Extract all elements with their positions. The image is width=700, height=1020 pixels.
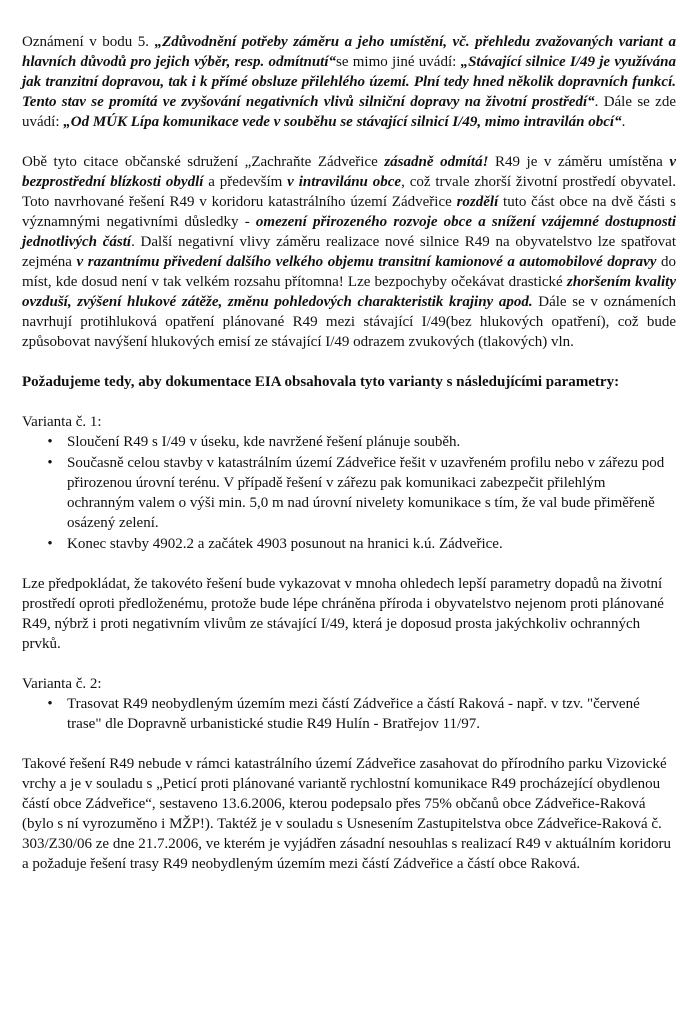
- list-item-text: Současně celou stavby v katastrálním území Zádveřice řešit v uzavřeném profilu nebo v zářezu pod přirozenou úrovní terénu. V případě řešení v zářezu pak komunikaci zabezpečit přilehlým ochranným valem o výši min. 5,0 m nad úrovní nivelety komunikace s tím, že val bude přiměřeně osázený zelení.: [67, 455, 665, 531]
- emphasis: v intravilánu obce: [287, 174, 402, 190]
- paragraph-rejection: [22, 152, 676, 352]
- text-span: se mimo jiné uvádí:: [336, 54, 461, 70]
- text-span: . Dále se zde uvádí:: [22, 94, 676, 130]
- list-item: [22, 694, 676, 734]
- text-span: . Další negativní vlivy záměru realizace nové silnice R49 na obyvatelstvo lze spatřovat zejména: [22, 234, 676, 270]
- variant-2-list: [22, 694, 676, 734]
- bullet-icon: •: [47, 434, 53, 450]
- bullet-icon: •: [47, 455, 53, 471]
- variant-2-title: Varianta č. 2:: [22, 676, 102, 692]
- text-span: a především: [203, 174, 288, 190]
- list-item-text: Trasovat R49 neobydleným územím mezi částí Zádveřice a částí Raková - např. v tzv. "červené trase" dle Dopravně urbanistické studie R49 Hulín - Bratřejov 11/97.: [67, 696, 640, 732]
- list-item: [22, 534, 676, 554]
- variant-1-list: [22, 432, 676, 554]
- list-item: [22, 453, 676, 533]
- emphasis: v razantnímu přivedení dalšího velkého objemu transitní kamionové a automobilové dopravy: [76, 254, 657, 270]
- paragraph-intro: [22, 32, 676, 132]
- text-span: do míst, kde dosud není v tak velkém rozsahu přítomna! Lze bezpochyby očekávat drastické: [22, 254, 677, 290]
- text-span: tuto část obce na dvě části s významnými negativními důsledky -: [22, 194, 676, 230]
- emphasis: zásadně odmítá!: [384, 154, 489, 170]
- text-span: , což trvale zhorší životní prostředí obyvatel. Toto navrhované řešení R49 v koridoru katastrálního území Zádveřice: [22, 174, 677, 210]
- text-span: Obě tyto citace občanské sdružení „Zachraňte Zádveřice: [22, 154, 385, 170]
- variant-1-title: Varianta č. 1:: [22, 414, 102, 430]
- list-item-text: Sloučení R49 s I/49 v úseku, kde navržené řešení plánuje souběh.: [67, 434, 461, 450]
- text-span: R49 je v záměru umístěna: [488, 154, 670, 170]
- text-span: Dále se v oznámeních navrhují protihluková opatření plánované R49 mezi stávající I/49(bez hlukových opatření), což bude způsobovat navýšení hlukových emisí ze stávající I/49 odrazem zvukových (tlakových) vln.: [22, 294, 677, 350]
- quote-text: „Od MÚK Lípa komunikace vede v souběhu se stávající silnicí I/49, mimo intravilán obcí“: [63, 114, 622, 130]
- list-item: [22, 432, 676, 452]
- bullet-icon: •: [47, 536, 53, 552]
- emphasis: v bezprostřední blízkosti obydlí: [22, 154, 677, 190]
- quote-text: „Stávající silnice I/49 je využívána jak tranzitní dopravou, tak i k přímé obsluze přilehlého území. Plní tedy hned několik dopravních funkcí. Tento stav se promítá ve zvyšování negativních vlivů silniční dopravy na životní prostředí“: [22, 54, 676, 110]
- paragraph-conclusion: Takové řešení R49 nebude v rámci katastrálního území Zádveřice zasahovat do přírodního parku Vizovické vrchy a je v souladu s „Peticí proti plánované variantě rychlostní komunikace R49 procházející obydlenou částí obce Zádveřice“, sestaveno 13.6.2006, kterou podepsalo přes 75% občanů obce Zádveřice-Raková (bylo s ní vyrozuměno i MŽP!). Taktéž je v souladu s Usnesením Zastupitelstva obce Zádveřice-Raková č. 303/Z30/06 ze dne 21.7.2006, ve kterém je vyjádřen zásadní nesouhlas s realizací R49 v aktuálním koridoru a požaduje řešení trasy R49 neobydleným územím mezi částí Zádveřice a částí obce Raková.: [22, 756, 671, 872]
- emphasis: omezení přirozeného rozvoje obce a snížení vzájemné dostupnosti jednotlivých částí: [22, 214, 676, 250]
- emphasis: zhoršením kvality ovzduší, zvýšení hlukové zátěže, změnu pohledových charakteristik krajiny apod.: [22, 274, 677, 310]
- text-span: .: [621, 114, 626, 130]
- requirements-heading: Požadujeme tedy, aby dokumentace EIA obsahovala tyto varianty s následujícími parametry:: [22, 374, 620, 390]
- paragraph-assessment: Lze předpokládat, že takovéto řešení bude vykazovat v mnoha ohledech lepší parametry dopadů na životní prostředí oproti předloženému, protože bude lépe chráněna příroda i obyvatelstvo nejenom proti plánované R49, nýbrž i proti negativním vlivům ze stávající I/49, která je doposud prosta jakýchkoliv ochranných prvků.: [22, 576, 664, 652]
- bullet-icon: •: [47, 696, 53, 712]
- list-item-text: Konec stavby 4902.2 a začátek 4903 posunout na hranici k.ú. Zádveřice.: [67, 536, 503, 552]
- text-span: Oznámení v bodu 5.: [22, 34, 155, 50]
- quote-title: „Zdůvodnění potřeby záměru a jeho umístění, vč. přehledu zvažovaných variant a hlavních důvodů pro jejich výběr, resp. odmítnutí“: [22, 34, 676, 70]
- emphasis: rozdělí: [456, 194, 499, 210]
